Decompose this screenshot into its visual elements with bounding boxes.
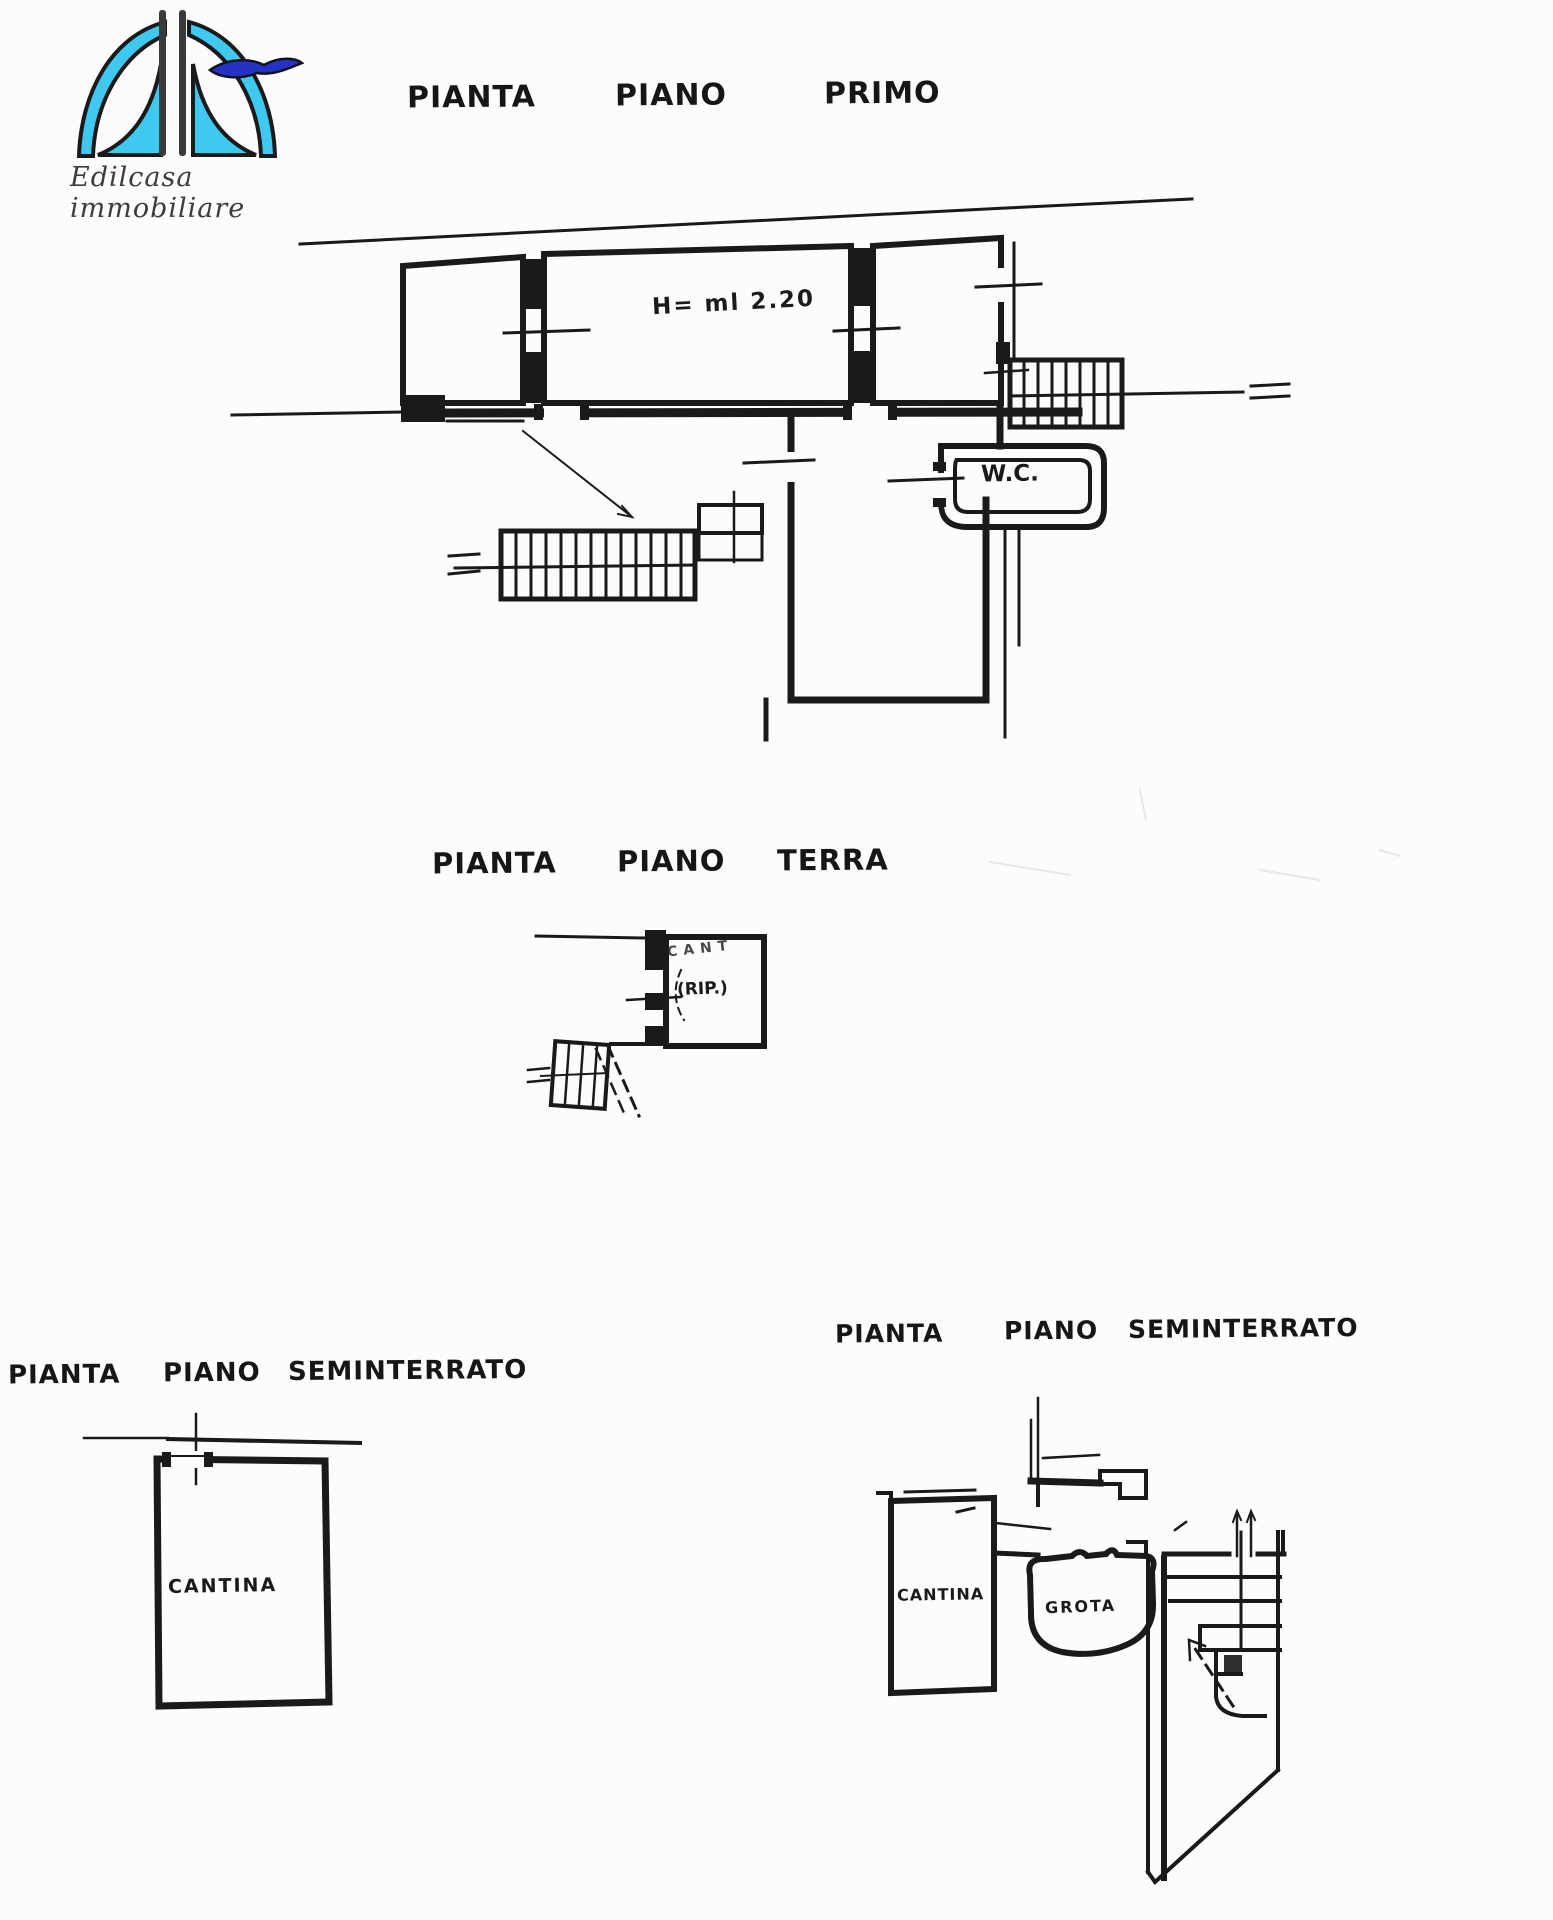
room-label-cantina-left: CANTINA xyxy=(167,1574,278,1598)
title-seminterrato-left-word-1: PIANTA xyxy=(7,1359,121,1391)
stair-direction-arrow xyxy=(449,554,479,574)
stair-landing xyxy=(699,505,762,533)
door-tick xyxy=(1043,1455,1099,1458)
cantina-room-outline xyxy=(157,1459,329,1706)
title-primo-word-3: PRIMO xyxy=(823,75,941,112)
staircase-left xyxy=(449,492,762,599)
room-curved-wall xyxy=(1216,1674,1265,1716)
door-tick xyxy=(889,478,963,481)
title-terra-word-1: PIANTA xyxy=(431,845,557,881)
title-primo-word-1: PIANTA xyxy=(406,79,536,116)
room-label-wc: W.C. xyxy=(980,460,1040,488)
floor-plan-terra-drawing xyxy=(528,930,764,1116)
room-a-outline xyxy=(403,257,523,403)
room-label-cantina-right: CANTINA xyxy=(896,1584,985,1605)
floor-plan-seminterrato-right-drawing xyxy=(878,1398,1284,1882)
door-swing-arc xyxy=(676,970,684,1020)
title-seminterrato-right-word-3: SEMINTERRATO xyxy=(1127,1312,1359,1345)
stair-up-arrows xyxy=(1233,1511,1255,1556)
room-label-ceiling-height: H= ml 2.20 xyxy=(651,285,816,321)
window-tick xyxy=(976,284,1041,287)
wc-room-inner xyxy=(955,460,1090,512)
boundary-line xyxy=(300,199,1192,244)
scan-artifacts xyxy=(990,790,1400,880)
stair-rail xyxy=(455,565,695,568)
room-label-grotta: GROTA xyxy=(1044,1595,1117,1618)
door-tick xyxy=(996,1523,1050,1529)
cantina-room-outline xyxy=(891,1498,994,1693)
stair-rail xyxy=(1010,392,1243,396)
room-label-rip: (RIP.) xyxy=(676,978,729,1000)
title-seminterrato-right-word-2: PIANO xyxy=(1003,1315,1099,1346)
stair-direction-arrow xyxy=(1251,384,1289,398)
title-seminterrato-left-word-2: PIANO xyxy=(162,1357,261,1389)
leader-line xyxy=(523,431,632,517)
room-label-cant: CANT xyxy=(666,937,735,961)
door-tick xyxy=(744,460,814,463)
storage-room-outline xyxy=(666,937,764,1046)
title-seminterrato-left-word-3: SEMINTERRATO xyxy=(287,1354,528,1388)
agency-name: Edilcasa immobiliare xyxy=(70,162,246,224)
floor-plan-seminterrato-left-drawing xyxy=(84,1414,360,1706)
door-tick xyxy=(627,997,681,1000)
entry-wall xyxy=(1031,1481,1100,1483)
wedge-wall xyxy=(1148,1770,1278,1882)
wall-pier xyxy=(401,395,445,422)
room-b-outline xyxy=(544,246,851,403)
title-terra-word-2: PIANO xyxy=(616,843,726,879)
floor-plan-primo-drawing xyxy=(232,199,1289,739)
wall-step xyxy=(1100,1471,1146,1498)
title-seminterrato-right-word-1: PIANTA xyxy=(834,1318,944,1349)
grotta-room-outline xyxy=(1029,1550,1153,1654)
title-terra-word-3: TERRA xyxy=(776,842,889,878)
door-tick xyxy=(834,328,899,331)
lower-room-outline xyxy=(791,412,986,700)
stair-dashed-edge xyxy=(608,1046,639,1116)
room-c-outline xyxy=(873,238,1001,403)
title-primo-word-2: PIANO xyxy=(614,77,728,114)
